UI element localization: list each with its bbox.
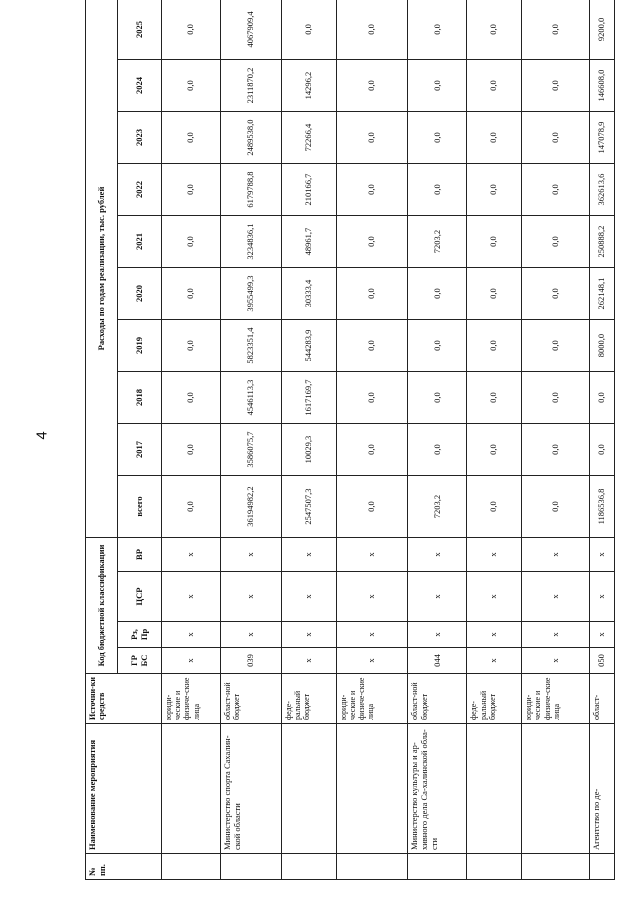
cell-csr: х xyxy=(220,572,281,622)
cell-value: 0,0 xyxy=(522,424,589,476)
cell-grbs: х xyxy=(336,648,408,674)
cell-value: 0,0 xyxy=(522,164,589,216)
cell-rzpr: х xyxy=(220,622,281,648)
cell-value: 0,0 xyxy=(282,0,337,60)
cell-value: 0,0 xyxy=(589,424,614,476)
cell-num xyxy=(589,854,614,880)
cell-value: 0,0 xyxy=(336,320,408,372)
table-row xyxy=(589,0,614,880)
cell-num xyxy=(522,854,589,880)
header-year: 2022 xyxy=(118,164,162,216)
cell-value: 0,0 xyxy=(467,112,522,164)
cell-rzpr: х xyxy=(162,622,221,648)
cell-value: 0,0 xyxy=(408,60,467,112)
cell-name xyxy=(162,724,221,854)
table-row xyxy=(467,0,522,880)
cell-value: 0,0 xyxy=(408,164,467,216)
cell-vr: х xyxy=(336,538,408,572)
cell-rzpr: х xyxy=(467,622,522,648)
cell-rzpr: х xyxy=(589,622,614,648)
header-name: Наименование мероприятия xyxy=(86,724,162,854)
cell-name xyxy=(522,724,589,854)
cell-source: област- xyxy=(589,674,614,724)
cell-value: 0,0 xyxy=(336,60,408,112)
cell-value: 3955499,3 xyxy=(220,268,281,320)
table-row xyxy=(220,0,281,880)
cell-value: 0,0 xyxy=(162,476,221,538)
cell-value: 0,0 xyxy=(467,164,522,216)
cell-value: 0,0 xyxy=(408,268,467,320)
cell-value: 0,0 xyxy=(408,0,467,60)
cell-value: 250888,2 xyxy=(589,216,614,268)
cell-csr: х xyxy=(408,572,467,622)
cell-num xyxy=(282,854,337,880)
cell-value: 0,0 xyxy=(336,424,408,476)
cell-value: 7203,2 xyxy=(408,216,467,268)
cell-value: 0,0 xyxy=(589,372,614,424)
cell-csr: х xyxy=(589,572,614,622)
cell-value: 0,0 xyxy=(522,268,589,320)
cell-value: 0,0 xyxy=(408,372,467,424)
cell-rzpr: х xyxy=(408,622,467,648)
cell-num xyxy=(467,854,522,880)
cell-value: 0,0 xyxy=(522,476,589,538)
cell-value: 0,0 xyxy=(467,268,522,320)
cell-grbs: 044 xyxy=(408,648,467,674)
cell-csr: х xyxy=(162,572,221,622)
cell-value: 0,0 xyxy=(467,320,522,372)
cell-value: 48961,7 xyxy=(282,216,337,268)
cell-value: 2547507,3 xyxy=(282,476,337,538)
cell-value: 3234836,1 xyxy=(220,216,281,268)
header-code-rzpr: Рз, Пр xyxy=(118,622,162,648)
cell-value: 146608,0 xyxy=(589,60,614,112)
cell-value: 0,0 xyxy=(336,268,408,320)
cell-value: 0,0 xyxy=(522,112,589,164)
header-source: Источни-ки средств xyxy=(86,674,162,724)
table-row xyxy=(408,0,467,880)
header-code-grbs: ГР БС xyxy=(118,648,162,674)
cell-source: област-ной бюджет xyxy=(220,674,281,724)
cell-name xyxy=(467,724,522,854)
cell-value: 147078,9 xyxy=(589,112,614,164)
cell-vr: х xyxy=(220,538,281,572)
cell-num xyxy=(220,854,281,880)
cell-name: Агентство по де- xyxy=(589,724,614,854)
cell-num xyxy=(162,854,221,880)
header-year: 2021 xyxy=(118,216,162,268)
header-year: 2024 xyxy=(118,60,162,112)
cell-value: 0,0 xyxy=(522,0,589,60)
cell-value: 0,0 xyxy=(467,424,522,476)
page-number: 4 xyxy=(33,431,51,440)
cell-name xyxy=(282,724,337,854)
table-row xyxy=(282,0,337,880)
cell-value: 0,0 xyxy=(336,476,408,538)
cell-value: 0,0 xyxy=(162,268,221,320)
cell-value: 0,0 xyxy=(336,372,408,424)
cell-value: 9200,0 xyxy=(589,0,614,60)
cell-value: 14296,2 xyxy=(282,60,337,112)
cell-value: 36194982,2 xyxy=(220,476,281,538)
cell-value: 7203,2 xyxy=(408,476,467,538)
header-year-total: всего xyxy=(118,476,162,538)
cell-grbs: х xyxy=(522,648,589,674)
cell-vr: х xyxy=(589,538,614,572)
header-year: 2019 xyxy=(118,320,162,372)
cell-vr: х xyxy=(522,538,589,572)
cell-value: 0,0 xyxy=(162,164,221,216)
cell-value: 10029,3 xyxy=(282,424,337,476)
cell-csr: х xyxy=(467,572,522,622)
cell-grbs: х xyxy=(467,648,522,674)
cell-value: 0,0 xyxy=(522,320,589,372)
cell-name: Министерство спорта Сахалин-ской области xyxy=(220,724,281,854)
cell-source: юриди-ческие и физиче-ские лица xyxy=(336,674,408,724)
table-row xyxy=(162,0,221,880)
cell-source: област-ной бюджет xyxy=(408,674,467,724)
header-expenses: Расходы по годам реализации, тыс. рублей xyxy=(86,0,118,538)
cell-value: 362613,6 xyxy=(589,164,614,216)
table-row xyxy=(522,0,589,880)
cell-value: 2311870,2 xyxy=(220,60,281,112)
cell-value: 0,0 xyxy=(522,60,589,112)
header-budget-code: Код бюджетной классификации xyxy=(86,538,118,674)
cell-csr: х xyxy=(522,572,589,622)
cell-value: 0,0 xyxy=(162,112,221,164)
cell-value: 8000,0 xyxy=(589,320,614,372)
cell-value: 0,0 xyxy=(162,60,221,112)
cell-value: 6179788,8 xyxy=(220,164,281,216)
cell-value: 2489538,0 xyxy=(220,112,281,164)
cell-value: 262148,1 xyxy=(589,268,614,320)
cell-value: 0,0 xyxy=(408,320,467,372)
header-year: 2023 xyxy=(118,112,162,164)
cell-value: 544283,9 xyxy=(282,320,337,372)
cell-value: 0,0 xyxy=(467,60,522,112)
cell-value: 0,0 xyxy=(336,0,408,60)
table-row xyxy=(336,0,408,880)
cell-value: 1186536,8 xyxy=(589,476,614,538)
cell-grbs: х xyxy=(282,648,337,674)
cell-value: 0,0 xyxy=(336,164,408,216)
cell-value: 0,0 xyxy=(336,216,408,268)
cell-value: 0,0 xyxy=(162,216,221,268)
cell-rzpr: х xyxy=(522,622,589,648)
header-code-csr: ЦСР xyxy=(118,572,162,622)
cell-value: 0,0 xyxy=(336,112,408,164)
cell-value: 4546113,3 xyxy=(220,372,281,424)
cell-value: 0,0 xyxy=(408,112,467,164)
header-num: № пп. xyxy=(86,854,162,880)
cell-value: 3586075,7 xyxy=(220,424,281,476)
cell-grbs: 050 xyxy=(589,648,614,674)
cell-vr: х xyxy=(162,538,221,572)
cell-value: 0,0 xyxy=(467,0,522,60)
cell-num xyxy=(408,854,467,880)
cell-value: 0,0 xyxy=(522,216,589,268)
header-year: 2018 xyxy=(118,372,162,424)
cell-name: Министерство культуры и ар-хивного дела Са-халинской обла-сти xyxy=(408,724,467,854)
cell-source: юриди-ческие и физиче-ские лица xyxy=(162,674,221,724)
header-code-vr: ВР xyxy=(118,538,162,572)
cell-value: 4067909,4 xyxy=(220,0,281,60)
header-year: 2020 xyxy=(118,268,162,320)
cell-value: 0,0 xyxy=(467,216,522,268)
cell-value: 0,0 xyxy=(408,424,467,476)
cell-grbs: х xyxy=(162,648,221,674)
cell-source: феде-ральный бюджет xyxy=(282,674,337,724)
cell-value: 72266,4 xyxy=(282,112,337,164)
cell-name xyxy=(336,724,408,854)
cell-csr: х xyxy=(336,572,408,622)
cell-value: 0,0 xyxy=(162,320,221,372)
cell-vr: х xyxy=(467,538,522,572)
cell-value: 0,0 xyxy=(467,372,522,424)
cell-value: 0,0 xyxy=(162,0,221,60)
header-year: 2017 xyxy=(118,424,162,476)
cell-value: 210166,7 xyxy=(282,164,337,216)
cell-rzpr: х xyxy=(282,622,337,648)
cell-value: 0,0 xyxy=(162,372,221,424)
cell-value: 0,0 xyxy=(467,476,522,538)
budget-table-sheet xyxy=(85,11,615,880)
cell-grbs: 039 xyxy=(220,648,281,674)
cell-source: феде-ральный бюджет xyxy=(467,674,522,724)
cell-value: 5823351,4 xyxy=(220,320,281,372)
cell-csr: х xyxy=(282,572,337,622)
cell-vr: х xyxy=(408,538,467,572)
cell-rzpr: х xyxy=(336,622,408,648)
table-body xyxy=(162,0,615,880)
cell-source: юриди-ческие и физиче-ские лица xyxy=(522,674,589,724)
cell-value: 0,0 xyxy=(162,424,221,476)
cell-value: 30333,4 xyxy=(282,268,337,320)
cell-value: 1617169,7 xyxy=(282,372,337,424)
cell-num xyxy=(336,854,408,880)
header-year: 2025 xyxy=(118,0,162,60)
cell-vr: х xyxy=(282,538,337,572)
budget-table xyxy=(85,0,615,880)
cell-value: 0,0 xyxy=(522,372,589,424)
